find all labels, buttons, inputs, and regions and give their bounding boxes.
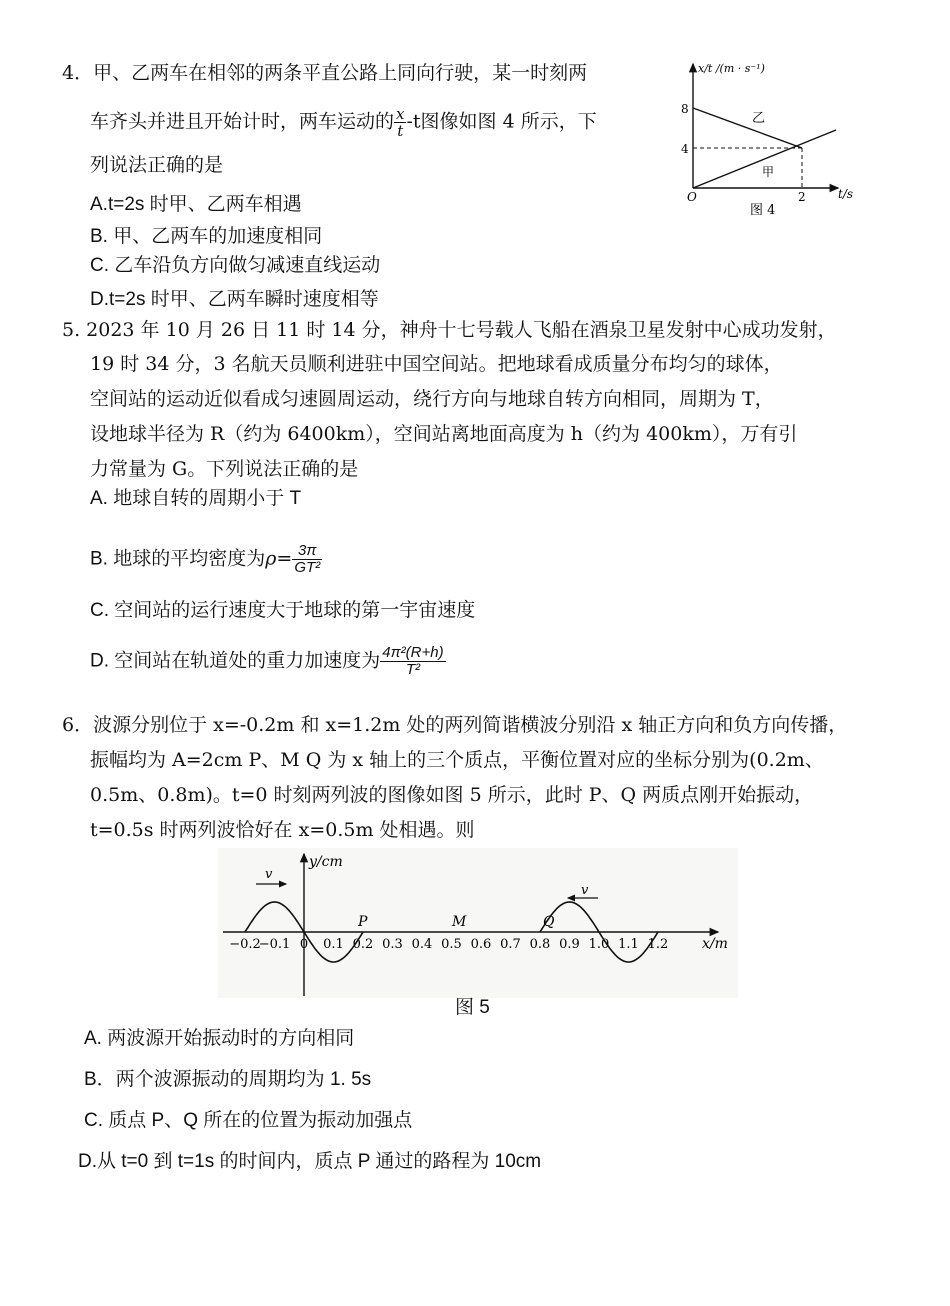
figure-5 — [218, 848, 738, 998]
fig5-tick-label: 1.0 — [588, 937, 610, 952]
fig5-label-q: Q — [543, 914, 555, 930]
q5-stem-line2: 19 时 34 分，3 名航天员顺利进驻中国空间站。把地球看成质量分布均匀的球体， — [90, 353, 783, 375]
q4-stem-line3: 列说法正确的是 — [90, 154, 224, 176]
q5-option-b-fraction — [292, 543, 322, 576]
q4-fraction — [394, 106, 406, 139]
fig4-tick-4: 4 — [681, 142, 689, 156]
fig5-tick-label: −0.1 — [258, 937, 291, 952]
fig5-tick-label: 1.2 — [647, 937, 669, 952]
fig5-tick-label: 0.4 — [411, 937, 433, 952]
q5-stem-line5: 力常量为 G。下列说法正确的是 — [90, 458, 359, 480]
fig5-tick-label: 1.1 — [618, 937, 639, 952]
fig5-tick-label: 0 — [299, 937, 309, 952]
fig4-x-label: t/s — [838, 187, 854, 201]
q5-option-d-fraction — [380, 645, 445, 678]
fig4-line-jia — [693, 130, 836, 188]
fig5-label-m: M — [452, 914, 467, 930]
fig5-tick-label: 0.2 — [352, 937, 374, 952]
fig5-x-label: x/m — [702, 936, 728, 952]
fig4-tick-2: 2 — [798, 190, 806, 204]
q6-option-b: B．两个波源振动的周期均为 1. 5s — [84, 1069, 372, 1090]
fig5-tick-label: 0.3 — [382, 937, 403, 952]
fig4-caption: 图 4 — [750, 203, 776, 216]
q4-stem-line1: 4．甲、乙两车在相邻的两条平直公路上同向行驶，某一时刻两 — [62, 62, 588, 84]
fig5-tick-label: 0.6 — [470, 937, 492, 952]
q6-stem-line2: 振幅均为 A=2cm P、M Q 为 x 轴上的三个质点，平衡位置对应的坐标分别为(0.2m、 — [90, 749, 824, 771]
fig5-tick-label: 0.9 — [559, 937, 580, 952]
fig5-y-label: y/cm — [309, 854, 343, 870]
q4-option-d: D.t=2s 时甲、乙两车瞬时速度相等 — [90, 289, 379, 310]
q5-option-d — [90, 645, 446, 678]
q5-option-d-text: D. 空间站在轨道处的重力加速度为 — [90, 650, 381, 672]
fig5-tick-label: 0.8 — [529, 937, 551, 952]
q5-stem-line1: 5. 2023 年 10 月 26 日 11 时 14 分，神舟十七号载人飞船在酒泉卫星发射中心成功发射， — [62, 319, 837, 341]
q4-frac-den: t — [397, 122, 404, 140]
fig5-tick-label: 0.5 — [441, 937, 462, 952]
q4-option-c: C. 乙车沿负方向做匀减速直线运动 — [90, 255, 381, 276]
figure-4 — [670, 56, 855, 216]
q4-stem-line2a: 车齐头并进且开始计时，两车运动的 — [90, 110, 395, 133]
fig5-tick-label: 0.7 — [500, 937, 521, 952]
q6-stem-line3: 0.5m、0.8m)。t=0 时刻两列波的图像如图 5 所示，此时 P、Q 两质点刚开始振动， — [90, 784, 814, 806]
fig4-line-yi — [693, 108, 802, 148]
q5-option-b-den: GT² — [294, 559, 321, 576]
fig4-label-jia: 甲 — [762, 165, 775, 179]
q6-option-a: A. 两波源开始振动时的方向相同 — [84, 1028, 355, 1049]
q4-stem-line2b: -t图像如图 4 所示，下 — [406, 110, 597, 133]
q4-frac-num: x — [396, 105, 405, 123]
fig5-background — [218, 848, 738, 998]
q6-option-d: D.从 t=0 到 t=1s 的时间内，质点 P 通过的路程为 10cm — [78, 1151, 542, 1172]
q5-stem-line3: 空间站的运动近似看成匀速圆周运动，绕行方向与地球自转方向相同，周期为 T， — [90, 388, 774, 410]
q6-stem-line1: 6．波源分别位于 x=-0.2m 和 x=1.2m 处的两列简谐横波分别沿 x 轴正方向和负方向传播， — [62, 714, 848, 736]
fig5-label-v-right: v — [581, 883, 589, 898]
q5-option-a: A. 地球自转的周期小于 T — [90, 488, 302, 509]
q6-option-c: C. 质点 P、Q 所在的位置为振动加强点 — [84, 1110, 413, 1131]
q5-option-c: C. 空间站的运行速度大于地球的第一宇宙速度 — [90, 600, 476, 621]
fig4-label-yi: 乙 — [752, 111, 766, 126]
fig4-tick-8: 8 — [681, 102, 689, 116]
q4-stem-line2 — [90, 106, 597, 139]
q5-option-b-rho: ρ= — [265, 547, 293, 570]
q5-stem-line4: 设地球半径为 R（约为 6400km），空间站离地面高度为 h（约为 400km），万有引 — [90, 423, 798, 445]
q5-option-d-num: 4π²(R+h) — [382, 644, 444, 661]
q5-option-b — [90, 543, 322, 576]
q4-option-b: B. 甲、乙两车的加速度相同 — [90, 226, 323, 247]
fig4-origin: O — [687, 190, 697, 204]
fig5-label-v-left: v — [265, 867, 273, 882]
fig5-label-p: P — [358, 914, 368, 930]
q4-option-a: A.t=2s 时甲、乙两车相遇 — [90, 194, 302, 215]
fig4-y-label: x/t /(m · s⁻¹) — [698, 62, 765, 75]
fig5-tick-label: 0.1 — [323, 937, 344, 952]
q5-option-b-text: B. 地球的平均密度为 — [90, 548, 266, 570]
q5-option-d-den: T² — [405, 661, 421, 678]
fig5-caption: 图 5 — [455, 997, 490, 1018]
q6-stem-line4: t=0.5s 时两列波恰好在 x=0.5m 处相遇。则 — [90, 819, 475, 841]
fig5-tick-label: −0.2 — [229, 937, 261, 952]
q5-option-b-num: 3π — [292, 543, 322, 560]
